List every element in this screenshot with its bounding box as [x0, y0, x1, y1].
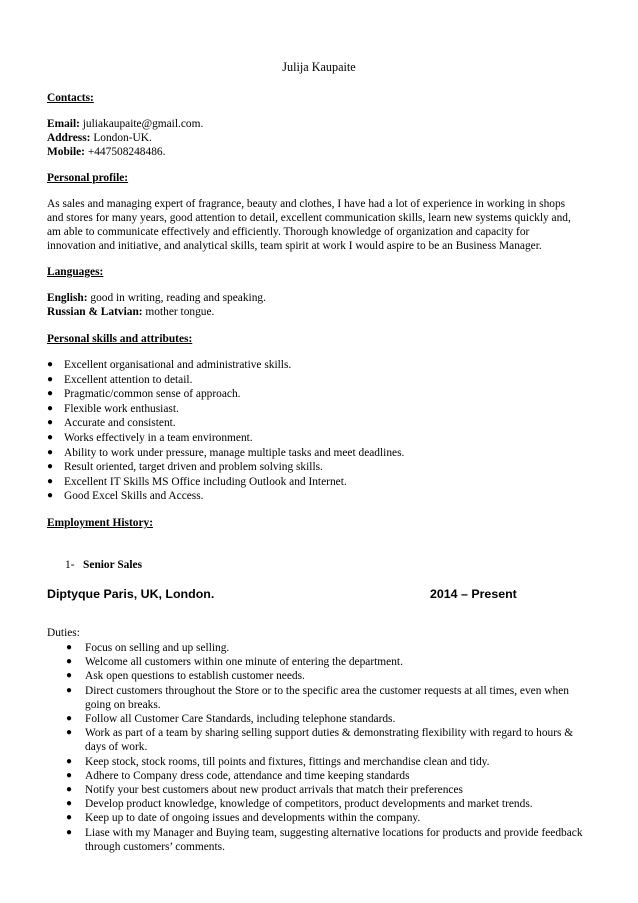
profile-line: As sales and managing expert of fragrance, beauty and clothes, I have had a lot of experience in working in shops [47, 198, 566, 210]
role-number: 1- [65, 559, 75, 571]
contacts-heading: Contacts: [47, 92, 94, 104]
russian-label: Russian & Latvian: [47, 306, 143, 318]
profile-line: and stores for many years, good attention to detail, excellent communication skills, learn new systems quickly and, [47, 212, 571, 224]
list-item [66, 783, 595, 797]
bullet-icon: ● [66, 727, 73, 739]
profile-heading: Personal profile: [47, 172, 129, 184]
list-item [66, 669, 595, 683]
list-item [66, 797, 595, 811]
bullet-icon: ● [47, 359, 54, 370]
duty-text: Liase with my Manager and Buying team, suggesting alternative locations for products and provide feedback through customers’ comments. [85, 826, 583, 853]
email-label: Email: [47, 118, 80, 130]
list-item [47, 358, 404, 373]
english-line [47, 291, 266, 305]
skill-text: Excellent organisational and administrative skills. [64, 359, 292, 371]
english-label: English: [47, 292, 88, 304]
bullet-icon: ● [66, 784, 73, 796]
english-value: good in writing, reading and speaking. [87, 292, 266, 304]
bullet-icon: ● [66, 670, 73, 682]
employment-dates: 2014 – Present [430, 587, 517, 601]
list-item [47, 475, 404, 490]
bullet-icon: ● [47, 446, 54, 458]
list-item [47, 402, 404, 417]
address-value: London-UK. [90, 132, 152, 144]
address-line [47, 131, 152, 145]
bullet-icon: ● [66, 713, 73, 725]
skills-heading: Personal skills and attributes: [47, 333, 193, 345]
bullet-icon: ● [47, 475, 54, 487]
list-item [66, 755, 595, 769]
bullet-icon: ● [47, 490, 54, 502]
duty-text: Welcome all customers within one minute of entering the department. [85, 656, 403, 669]
duty-text: Keep up to date of ongoing issues and developments within the company. [85, 812, 421, 825]
list-item [66, 811, 595, 825]
list-item [47, 446, 404, 461]
bullet-icon: ● [47, 417, 54, 429]
languages-heading: Languages: [47, 266, 104, 278]
bullet-icon: ● [66, 755, 73, 767]
russian-value: mother tongue. [142, 306, 215, 318]
bullet-icon: ● [66, 798, 73, 810]
list-item [66, 826, 595, 854]
duty-text: Keep stock, stock rooms, till points and fixtures, fittings and merchandise clean and tidy. [85, 755, 490, 768]
list-item [47, 489, 404, 504]
list-item [47, 460, 404, 475]
skill-text: Accurate and consistent. [64, 417, 176, 430]
list-item [66, 641, 595, 655]
mobile-line [47, 145, 165, 159]
bullet-icon: ● [66, 642, 73, 653]
duty-text: Direct customers throughout the Store or to the specific area the customer requests at all times, even when going on breaks. [85, 684, 569, 711]
bullet-icon: ● [47, 431, 54, 443]
role-title: Senior Sales [83, 559, 143, 571]
skills-list [47, 358, 404, 504]
mobile-value: +447508248486. [84, 146, 166, 158]
bullet-icon: ● [47, 388, 54, 400]
bullet-icon: ● [47, 373, 54, 385]
duty-text: Notify your best customers about new product arrivals that match their preferences [85, 784, 463, 797]
duty-text: Focus on selling and up selling. [85, 642, 230, 654]
duty-text: Adhere to Company dress code, attendance and time keeping standards [85, 769, 410, 782]
bullet-icon: ● [66, 684, 73, 696]
list-item [47, 373, 404, 388]
list-item [66, 712, 595, 726]
mobile-label: Mobile: [47, 146, 85, 158]
list-item [66, 726, 595, 754]
company-name: Diptyque Paris, UK, London. [47, 587, 215, 601]
bullet-icon: ● [47, 461, 54, 473]
list-item [66, 684, 595, 712]
duty-text: Develop product knowledge, knowledge of competitors, product developments and market trends. [85, 798, 533, 811]
list-item [47, 416, 404, 431]
skill-text: Flexible work enthusiast. [64, 402, 179, 415]
duty-text: Work as part of a team by sharing selling support duties & demonstrating flexibility with regard to hours & days of work. [85, 727, 574, 754]
address-label: Address: [47, 132, 91, 144]
email-line [47, 117, 203, 131]
bullet-icon: ● [66, 769, 73, 781]
duty-text: Ask open questions to establish customer needs. [85, 670, 305, 683]
skill-text: Good Excel Skills and Access. [64, 490, 204, 503]
list-item [47, 431, 404, 446]
bullet-icon: ● [47, 402, 54, 414]
russian-line [47, 305, 214, 319]
list-item [47, 387, 404, 402]
duty-text: Follow all Customer Care Standards, including telephone standards. [85, 713, 396, 726]
duties-list [66, 641, 595, 854]
bullet-icon: ● [66, 656, 73, 668]
role-line [65, 558, 142, 572]
profile-line: innovation and initiative, and analytical skills, team spirit at work I would aspire to be an Business Manager. [47, 240, 542, 252]
skill-text: Pragmatic/common sense of approach. [64, 388, 241, 401]
profile-line: am able to communicate effectively and efficiently. Thorough knowledge of organization and capacity for [47, 226, 530, 238]
list-item [66, 655, 595, 669]
skill-text: Works effectively in a team environment. [64, 431, 253, 444]
skill-text: Result oriented, target driven and problem solving skills. [64, 461, 323, 474]
bullet-icon: ● [66, 826, 73, 838]
skill-text: Excellent attention to detail. [64, 373, 193, 386]
bullet-icon: ● [66, 812, 73, 824]
employment-heading: Employment History: [47, 517, 153, 529]
email-value: juliakaupaite@gmail.com. [79, 118, 204, 130]
duties-label: Duties: [47, 627, 80, 639]
skill-text: Ability to work under pressure, manage multiple tasks and meet deadlines. [64, 446, 405, 459]
list-item [66, 769, 595, 783]
candidate-name: Julija Kaupaite [282, 60, 356, 74]
skill-text: Excellent IT Skills MS Office including Outlook and Internet. [64, 475, 347, 488]
